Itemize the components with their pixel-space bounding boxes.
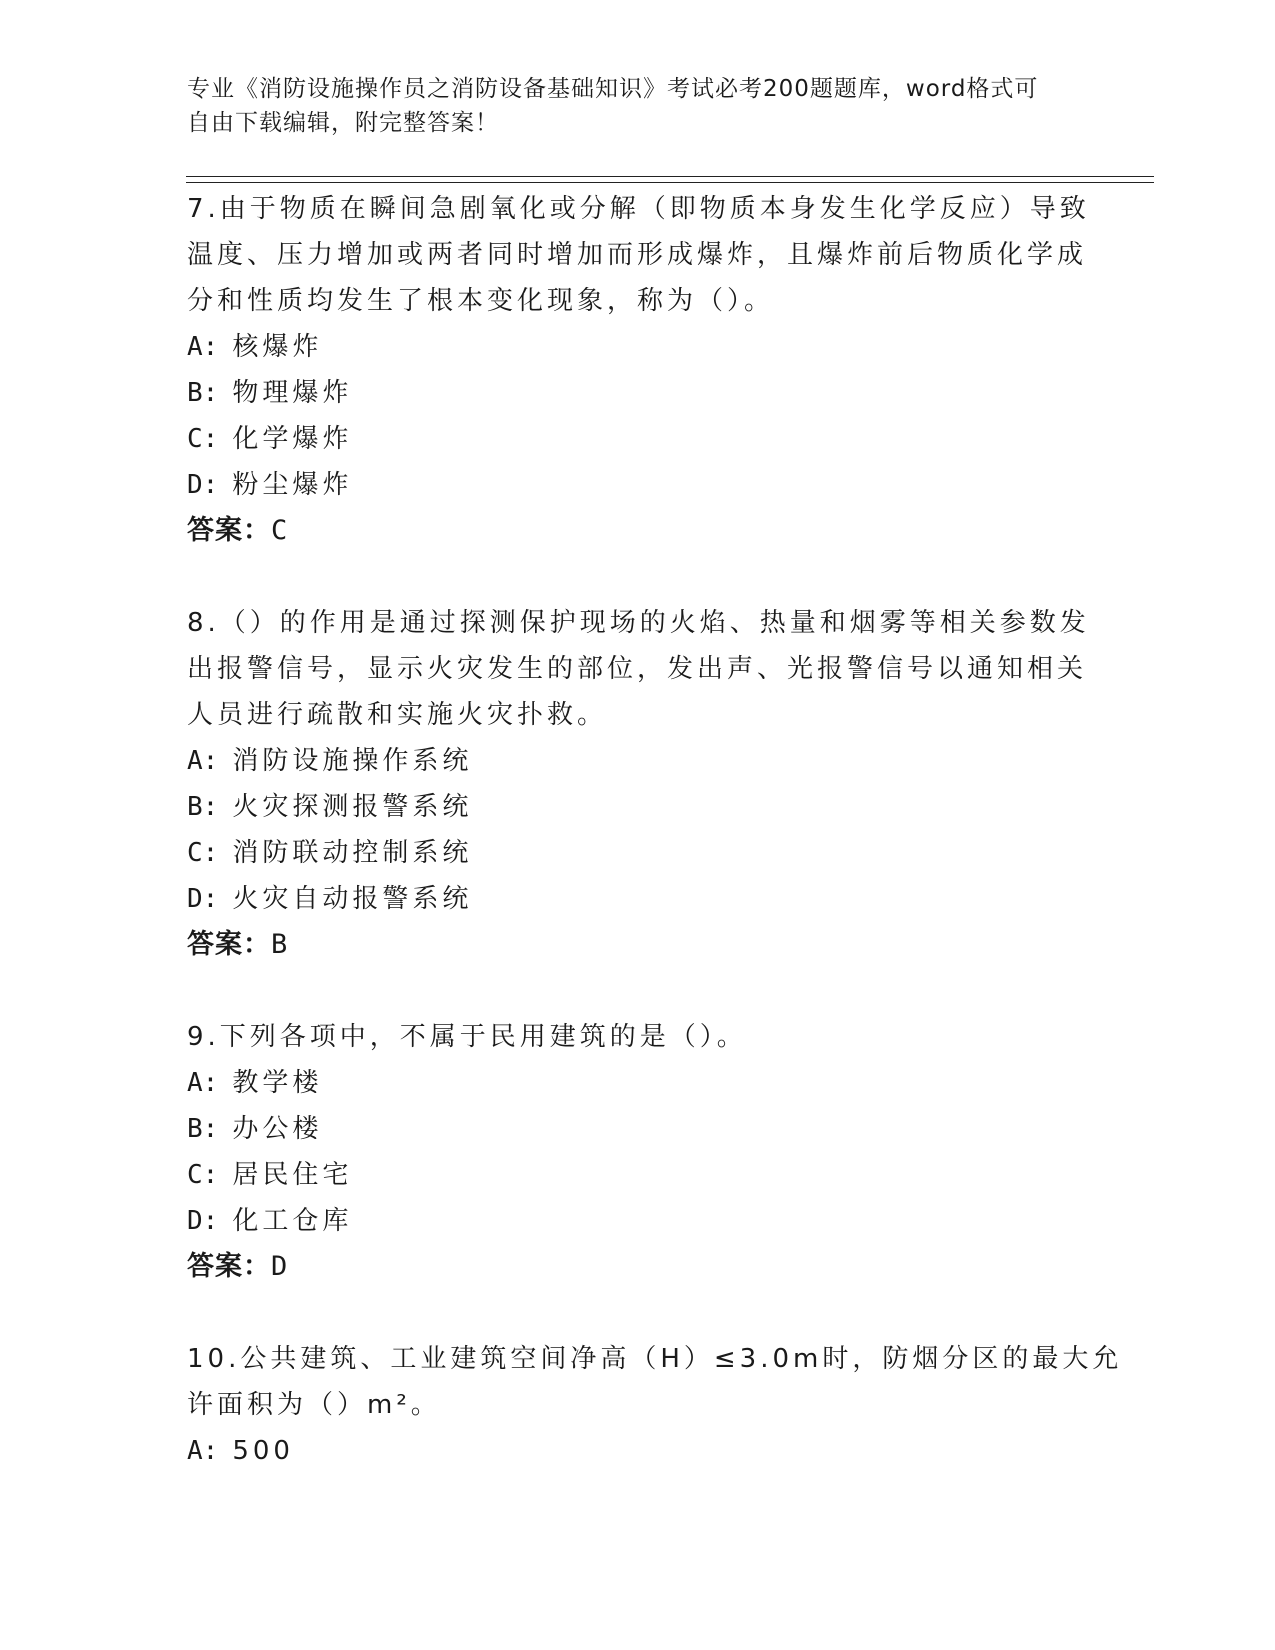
document-header [187, 72, 1067, 140]
answer-line: 答案：C [187, 515, 289, 546]
question-list [187, 186, 1123, 1474]
answer-value: C [271, 515, 289, 546]
question-stem-line: 许面积为（）m²。 [187, 1390, 441, 1420]
header-divider-bottom [186, 182, 1154, 183]
header-line-1: 专业《消防设施操作员之消防设备基础知识》考试必考200题题库，word格式可 [187, 76, 1039, 102]
option-d: D: 化工仓库 [187, 1206, 353, 1236]
option-b: B: 办公楼 [187, 1114, 323, 1144]
question-stem-line: 分和性质均发生了根本变化现象，称为（）。 [187, 286, 775, 316]
option-a: A: 500 [187, 1436, 294, 1466]
question-10 [187, 1336, 1123, 1474]
answer-line: 答案：B [187, 929, 289, 960]
option-c: C: 消防联动控制系统 [187, 838, 473, 868]
question-stem-line: 温度、压力增加或两者同时增加而形成爆炸，且爆炸前后物质化学成 [187, 240, 1088, 270]
question-stem-line: 人员进行疏散和实施火灾扑救。 [187, 700, 608, 730]
question-9 [187, 1014, 1087, 1290]
question-stem-line: 7.由于物质在瞬间急剧氧化或分解（即物质本身发生化学反应）导致 [187, 194, 1090, 224]
question-stem-line: 8.（）的作用是通过探测保护现场的火焰、热量和烟雾等相关参数发 [187, 608, 1090, 638]
option-d: D: 火灾自动报警系统 [187, 884, 473, 914]
question-stem-line: 10.公共建筑、工业建筑空间净高（H）≤3.0m时，防烟分区的最大允 [187, 1344, 1123, 1374]
question-stem-line: 9.下列各项中，不属于民用建筑的是（）。 [187, 1022, 747, 1052]
option-d: D: 粉尘爆炸 [187, 470, 353, 500]
answer-value: D [271, 1251, 289, 1282]
option-c: C: 居民住宅 [187, 1160, 353, 1190]
option-a: A: 核爆炸 [187, 332, 323, 362]
answer-value: B [271, 929, 289, 960]
option-a: A: 教学楼 [187, 1068, 323, 1098]
answer-line: 答案：D [187, 1251, 289, 1282]
option-b: B: 物理爆炸 [187, 378, 353, 408]
header-line-2: 自由下载编辑，附完整答案！ [187, 110, 499, 136]
question-7 [187, 186, 1090, 554]
header-divider-top [186, 176, 1154, 177]
option-c: C: 化学爆炸 [187, 424, 353, 454]
question-stem-line: 出报警信号，显示火灾发生的部位，发出声、光报警信号以通知相关 [187, 654, 1088, 684]
question-8 [187, 600, 1090, 968]
option-a: A: 消防设施操作系统 [187, 746, 473, 776]
option-b: B: 火灾探测报警系统 [187, 792, 473, 822]
